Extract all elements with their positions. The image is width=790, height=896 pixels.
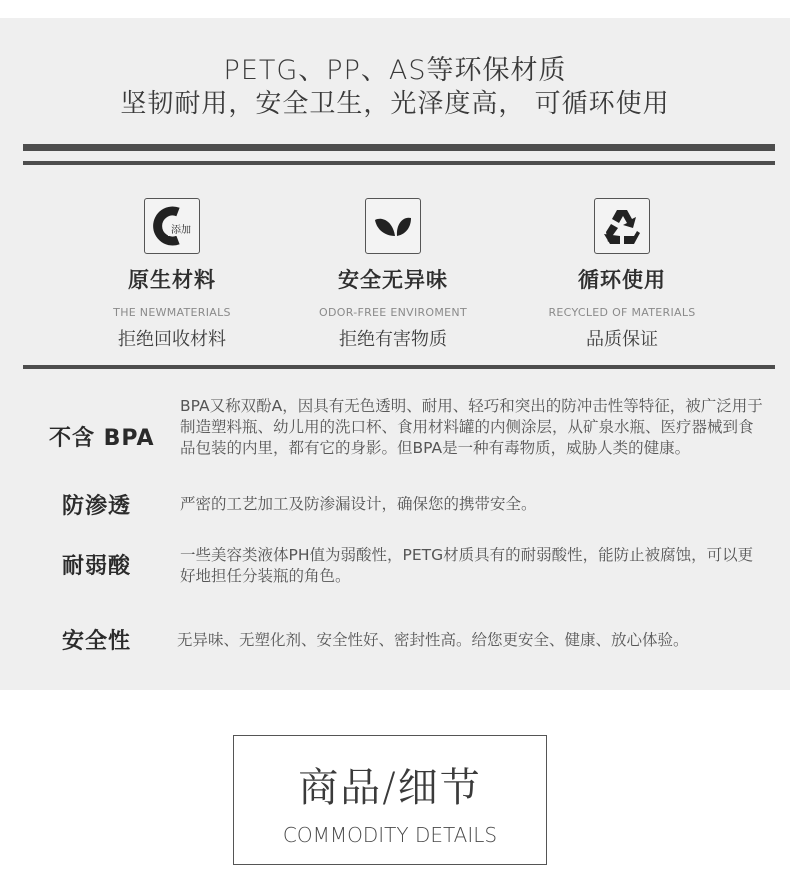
property-desc-safety: 无异味、无塑化剂、安全性好、密封性高。给您更安全、健康、放心体验。: [177, 631, 689, 649]
feature-odor-free: [273, 198, 513, 351]
feature-virgin-material: [52, 198, 292, 351]
property-label-bpa: 不含 BPA: [49, 426, 155, 451]
property-desc-bpa: BPA又称双酚A，因具有无色透明、耐用、轻巧和突出的防冲击性等特征，被广泛用于制造塑料瓶、幼儿用的洗口杯、食用材料罐的内侧涂层，从矿泉水瓶、医疗器械到食品包装的内里，都有它的身影。但BPA是一种有毒物质，威胁人类的健康。: [180, 397, 763, 457]
divider-thick: [23, 144, 775, 151]
property-label-leakproof: 防渗透: [62, 494, 132, 519]
details-title-en: COMMODITY DETAILS: [282, 823, 498, 847]
feature-recyclable: [502, 198, 742, 351]
headline-materials: PETG、PP、AS等环保材质: [223, 55, 567, 86]
svg-text:添加: 添加: [171, 225, 191, 236]
details-title-cn: 商品/细节: [298, 765, 482, 811]
divider-thin: [23, 161, 775, 165]
additive-c-icon: [144, 198, 200, 254]
headline-benefits: 坚韧耐用，安全卫生，光泽度高， 可循环使用: [120, 89, 670, 119]
property-desc-acid: 一些美容类液体PH值为弱酸性，PETG材质具有的耐弱酸性，能防止被腐蚀，可以更好地担任分装瓶的角色。: [180, 546, 754, 585]
property-desc-leakproof: 严密的工艺加工及防渗漏设计，确保您的携带安全。: [180, 495, 537, 513]
feature-subtitle: 品质保证: [586, 329, 658, 350]
feature-subtitle: 拒绝有害物质: [339, 329, 447, 350]
recycle-icon: [594, 198, 650, 254]
feature-english: ODOR-FREE ENVIROMENT: [319, 306, 467, 319]
commodity-details-header: [233, 735, 547, 865]
feature-english: RECYCLED OF MATERIALS: [548, 306, 696, 319]
property-label-acid: 耐弱酸: [62, 554, 132, 579]
feature-title: 安全无异味: [338, 268, 448, 292]
divider-properties: [23, 365, 775, 369]
property-label-safety: 安全性: [62, 629, 132, 654]
leaf-icon: [365, 198, 421, 254]
feature-subtitle: 拒绝回收材料: [118, 329, 226, 350]
feature-english: THE NEWMATERIALS: [113, 306, 231, 319]
feature-title: 原生材料: [128, 268, 216, 292]
feature-title: 循环使用: [578, 268, 666, 292]
